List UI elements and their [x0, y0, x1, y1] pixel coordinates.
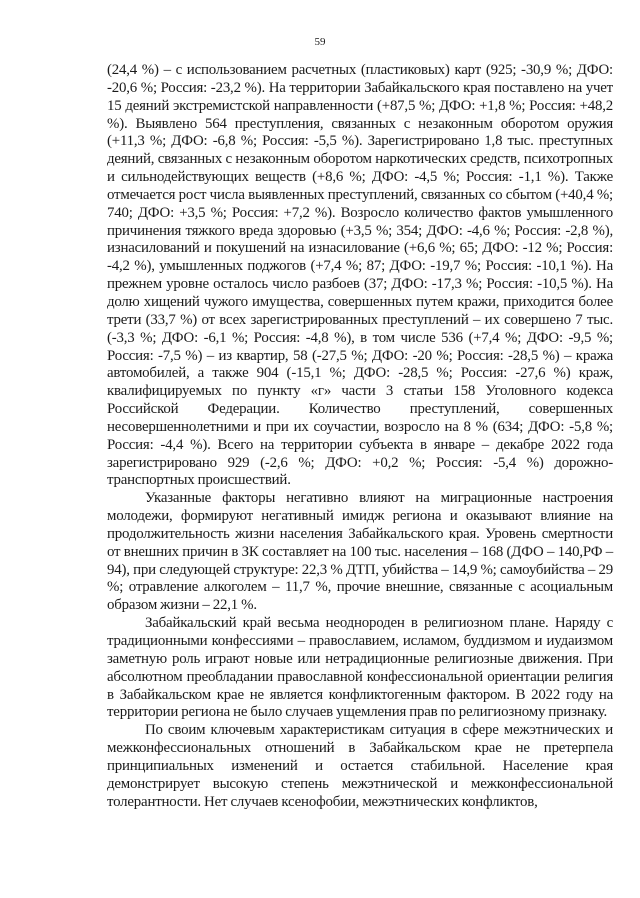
paragraph-interethnic-relations: По своим ключевым характеристикам ситуация в сфере межэтнических и межконфессиональных отношений в Забайкальском крае не претерпела принципиальных изменений и остается стабильной. Население края демонстрирует высокую степень межэтнической и межконфессиональной толерантности. Нет случаев ксенофобии, межэтнических конфликтов, [107, 722, 613, 810]
paragraph-crime-statistics: (24,4 %) – с использованием расчетных (пластиковых) карт (925; -30,9 %; ДФО: -20,6 %; Россия: -23,2 %). На территории Забайкальского края поставлено на учет 15 деяний экстремистской направленности (+87,5 %; ДФО: +1,8 %; Россия: +48,2 %). Выявлено 564 преступления, связанных с незаконным оборотом оружия (+11,3 %; ДФО: -6,8 %; Россия: -5,5 %). Зарегистрировано 1,8 тыс. преступных деяний, связанных с незаконным оборотом наркотических средств, психотропных и сильнодействующих веществ (+8,6 %; ДФО: -4,5 %; Россия: -1,1 %). Также отмечается рост числа выявленных преступлений, связанных со сбытом (+40,4 %; 740; ДФО: +3,5 %; Россия: +7,2 %). Возросло количество фактов умышленного причинения тяжкого вреда здоровью (+3,5 %; 354; ДФО: -4,6 %; Россия: -2,8 %), изнасилований и покушений на изнасилование (+6,6 %; 65; ДФО: -12 %; Россия: -4,2 %), умышленных поджогов (+7,4 %; 87; ДФО: -19,7 %; Россия: -10,1 %). На прежнем уровне осталось число разбоев (37; ДФО: -17,3 %; Россия: -10,5 %). На долю хищений чужого имущества, совершенных путем кражи, приходится более трети (33,7 %) от всех зарегистрированных преступлений – их совершено 7 тыс. (-3,3 %; ДФО: -6,1 %; Россия: -4,8 %), в том числе 536 (+7,4 %; ДФО: -9,5 %; Россия: -7,5 %) – из квартир, 58 (-27,5 %; ДФО: -20 %; Россия: -28,5 %) – кража автомобилей, а также 904 (-15,1 %; ДФО: -28,5 %; Россия: -27,6 %) краж, квалифицируемых по пункту «г» части 3 статьи 158 Уголовного кодекса Российской Федерации. Количество преступлений, совершенных несовершеннолетними и при их соучастии, возросло на 8 % (634; ДФО: -5,8 %; Россия: -4,4 %). Всего на территории субъекта в январе – декабре 2022 года зарегистрировано 929 (-2,6 %; ДФО: +0,2 %; Россия: -5,4 %) дорожно-транспортных происшествий. [107, 62, 613, 489]
document-body [107, 62, 613, 811]
page-number: 59 [314, 36, 326, 48]
paragraph-religion: Забайкальский край весьма неоднороден в религиозном плане. Наряду с традиционными конфессиями – православием, исламом, буддизмом и иудаизмом заметную роль играют новые или нетрадиционные религиозные движения. При абсолютном преобладании православной конфессиональной ориентации религия в Забайкальском крае не является конфликтогенным фактором. В 2022 году на территории региона не было случаев ущемления прав по религиозному признаку. [107, 615, 613, 721]
paragraph-mortality: Указанные факторы негативно влияют на миграционные настроения молодежи, формируют негативный имидж региона и оказывают влияние на продолжительность жизни населения Забайкальского края. Уровень смертности от внешних причин в ЗК составляет на 100 тыс. населения – 168 (ДФО – 140,РФ – 94), при следующей структуре: 22,3 % ДТП, убийства – 14,9 %; самоубийства – 29 %; отравление алкоголем – 11,7 %, прочие внешние, связанные с асоциальным образом жизни – 22,1 %. [107, 490, 613, 614]
